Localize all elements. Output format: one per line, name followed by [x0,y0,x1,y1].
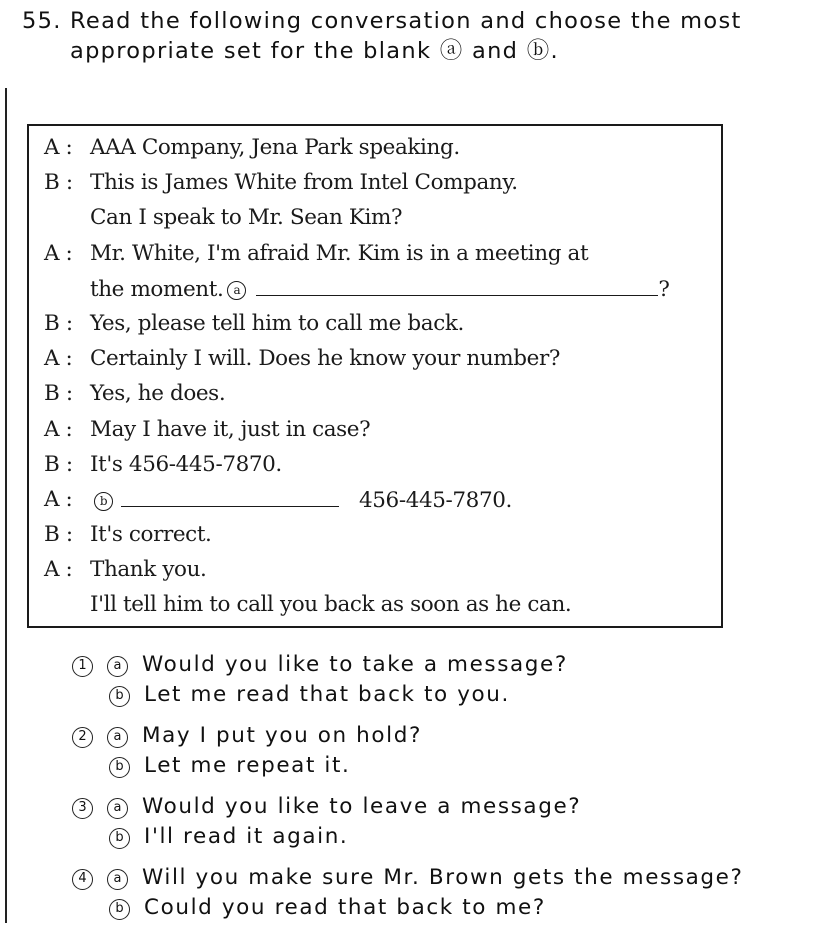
blank-a-circle: a [227,281,246,300]
dialogue-line [44,236,714,271]
dialogue-text [90,587,571,622]
utterance: Certainly I will. Does he know your number? [90,346,560,372]
speaker-label: A : [44,486,73,512]
option-line-b [72,680,812,710]
speaker-label: B : [44,381,73,407]
speaker-label [44,587,90,622]
blank-b-label: b [109,899,130,920]
dialogue-line [44,165,714,200]
speaker-label: A : [44,346,73,372]
blank-b-marker: ⓑ [526,38,551,64]
question-stem [22,6,812,66]
option-line-b [72,893,812,923]
answer-blank-b [121,482,339,507]
speaker-label: A : [44,416,73,442]
speaker-label: B : [44,451,73,477]
utterance: This is James White from Intel Company. [90,170,518,196]
question-number: 55. [22,8,62,34]
question-period: . [550,38,559,64]
question-text-2: appropriate set for the blank [70,38,432,64]
dialogue-text [90,165,518,200]
question-line-1 [22,6,812,36]
dialogue-text [90,447,282,482]
option-line-b [72,822,812,852]
blank-a-label: a [107,798,128,819]
option-4 [72,863,812,923]
answer-blank-a [256,271,658,296]
dialogue-text [90,517,212,552]
dialogue-line [44,587,714,622]
dialogue-text [90,482,512,517]
utterance: Yes, he does. [90,381,226,407]
dialogue-text [90,130,460,165]
utterance: the moment. [90,276,224,302]
dialogue-text [90,341,560,376]
option-number: 3 [72,798,93,819]
dialogue-line [44,271,714,306]
speaker-label [44,271,90,306]
utterance: Thank you. [90,557,207,583]
dialogue-line [44,412,714,447]
option-line-a [72,721,812,751]
option-text-b: I'll read it again. [144,824,349,849]
speaker-label: A : [44,135,73,160]
question-and: and [472,38,519,64]
option-text-a: Will you make sure Mr. Brown gets the message? [142,865,744,890]
blank-b-label: b [109,828,130,849]
option-number: 4 [72,869,93,890]
blank-b-circle: b [94,492,113,511]
dialogue-line [44,200,714,235]
dialogue-line [44,482,714,517]
option-number: 2 [72,727,93,748]
utterance: AAA Company, Jena Park speaking. [90,135,460,160]
option-text-a: Would you like to leave a message? [142,794,582,819]
dialogue-text [90,200,402,235]
speaker-label: A : [44,240,73,266]
dialogue-line [44,130,714,165]
phone-number: 456-445-7870. [359,487,512,513]
speaker-label [44,200,90,235]
speaker-label: B : [44,310,73,336]
utterance: May I have it, just in case? [90,416,371,442]
option-1 [72,650,812,710]
dialogue-text [90,271,670,306]
option-text-b: Let me repeat it. [144,753,351,778]
question-text-1: Read the following conversation and choose the most [70,8,742,34]
dialogue-line [44,552,714,587]
question-line-2 [22,36,812,66]
utterance: It's 456-445-7870. [90,451,282,477]
dialogue-line [44,306,714,341]
dialogue-text [90,236,588,271]
option-text-b: Let me read that back to you. [144,682,510,707]
utterance: Can I speak to Mr. Sean Kim? [90,205,403,231]
option-text-a: Would you like to take a message? [142,652,568,677]
option-text-a: May I put you on hold? [142,723,422,748]
dialogue-line [44,447,714,482]
option-2 [72,721,812,781]
dialogue-line [44,517,714,552]
speaker-label: A : [44,557,73,583]
option-line-b [72,751,812,781]
dialogue-text [90,376,225,411]
utterance: Mr. White, I'm afraid Mr. Kim is in a meeting at [90,240,589,266]
blank-a-label: a [107,727,128,748]
dialogue-text [90,306,464,341]
margin-rule [5,88,7,923]
blank-a-marker: ⓐ [439,38,464,64]
dialogue-text [90,412,370,447]
option-line-a [72,792,812,822]
dialogue-text [90,552,207,587]
answer-options [72,650,812,934]
blank-a-label: a [107,869,128,890]
option-number: 1 [72,656,93,677]
utterance: I'll tell him to call you back as soon as he can. [90,592,572,618]
utterance: Yes, please tell him to call me back. [90,310,464,336]
blank-b-label: b [109,757,130,778]
utterance: It's correct. [90,522,212,548]
speaker-label: B : [44,170,73,196]
option-text-b: Could you read that back to me? [144,895,546,920]
blank-a-label: a [107,656,128,677]
speaker-label: B : [44,522,73,548]
dialogue [44,130,714,623]
line-end: ? [658,276,670,302]
blank-b-label: b [109,686,130,707]
dialogue-line [44,376,714,411]
option-3 [72,792,812,852]
option-line-a [72,650,812,680]
dialogue-line [44,341,714,376]
option-line-a [72,863,812,893]
